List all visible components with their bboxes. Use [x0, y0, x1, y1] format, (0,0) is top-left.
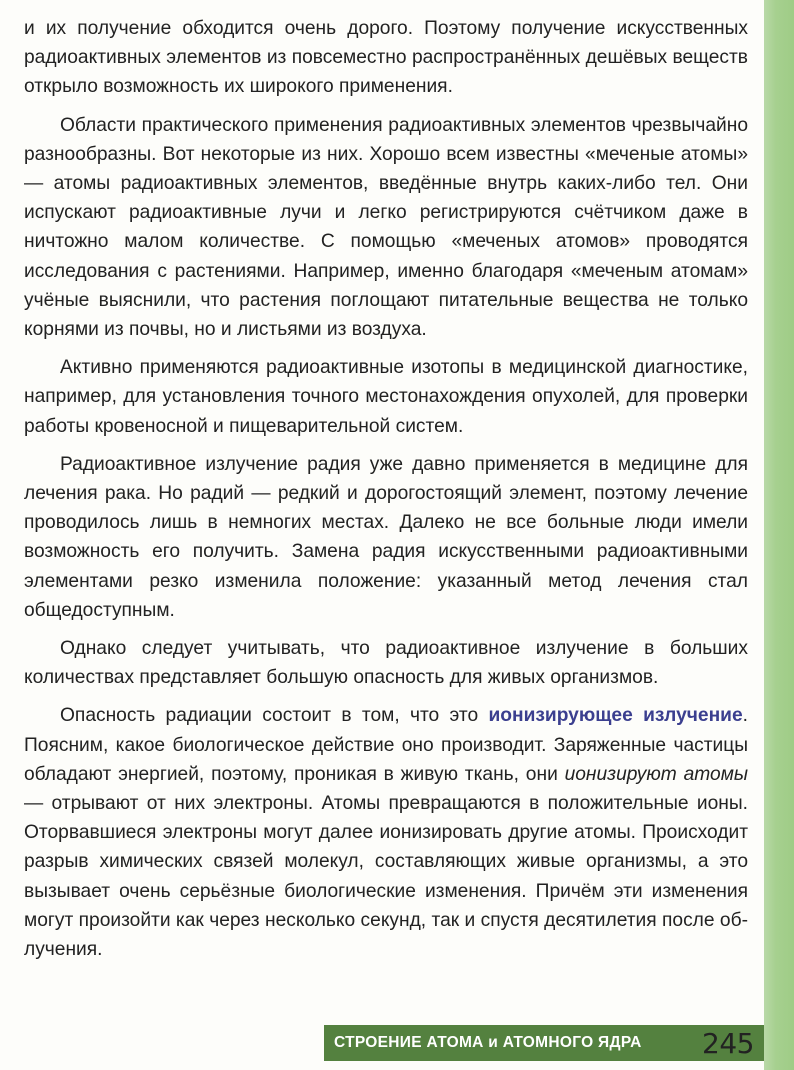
- paragraph-5: Однако следует учитывать, что радиоактивное излучение в больших количествах представляет большую опасность для живых организмов.: [24, 638, 748, 689]
- chapter-title: СТРОЕНИЕ АТОМА и АТОМНОГО ЯДРА: [334, 1034, 642, 1051]
- paragraph-6-tail: — отрывают от них электроны. Атомы превращаются в положительные ионы. Оторвавшиеся электроны могут далее ионизировать другие атомы. Происходит разрыв химических связей молекул, составляющих живые организмы, а это вызывает очень серьёзные биологические изменения. Причём эти изменения могут произойти как через несколько секунд, так и спустя десятилетия после облучения.: [24, 793, 748, 961]
- paragraph-2: Области практического применения радиоактивных элементов чрезвычайно разнообразны. Вот некоторые из них. Хорошо всем известны «меченые атомы» — атомы радиоактивных элементов, введённые внутрь каких-либо тел. Они испускают радиоактивные лучи и легко регистрируются счётчиком даже в ничтожно малом количестве. С помощью «меченых атомов» проводятся исследования с растениями. Например, именно благодаря «меченым атомам» учёные выяснили, что растения поглощают питательные вещества не только корнями из почвы, но и листьями из воздуха.: [24, 114, 748, 341]
- page-body: [24, 14, 748, 973]
- paragraph-6: [24, 701, 748, 964]
- page-number: 245: [702, 1027, 754, 1060]
- paragraph-1: и их получение обходится очень дорого. Поэтому получение искусственных радиоактивных элементов из повсеместно распространённых дешёвых веществ открыло возможность их широкого применения.: [24, 18, 748, 98]
- paragraph-3: Активно применяются радиоактивные изотопы в медицинской диагностике, например, для установления точного местонахождения опухолей, для проверки работы кровеносной и пищеварительной систем.: [24, 357, 748, 437]
- chapter-footer-band: [324, 1025, 764, 1061]
- paragraph-4: Радиоактивное излучение радия уже давно применяется в медицине для лечения рака. Но радий — редкий и дорогостоящий элемент, поэтому лечение проводилось лишь в немногих местах. Далеко не все больные люди имели возможность его получить. Замена радия искусственными радиоактивными элементами резко изменила положение: указанный метод лечения стал общедоступным.: [24, 453, 748, 621]
- italic-phrase: ионизируют атомы: [564, 763, 748, 785]
- key-term: ионизирующее излучение: [488, 705, 743, 727]
- green-margin-strip: [764, 0, 794, 1070]
- paragraph-6-lead: Опасность радиации состоит в том, что это: [60, 705, 489, 727]
- paragraph-6-middle: . Поясним, какое биологическое действие оно производит. Заряженные частицы обладают энергией, поэтому, проникая в живую ткань, они: [24, 705, 748, 785]
